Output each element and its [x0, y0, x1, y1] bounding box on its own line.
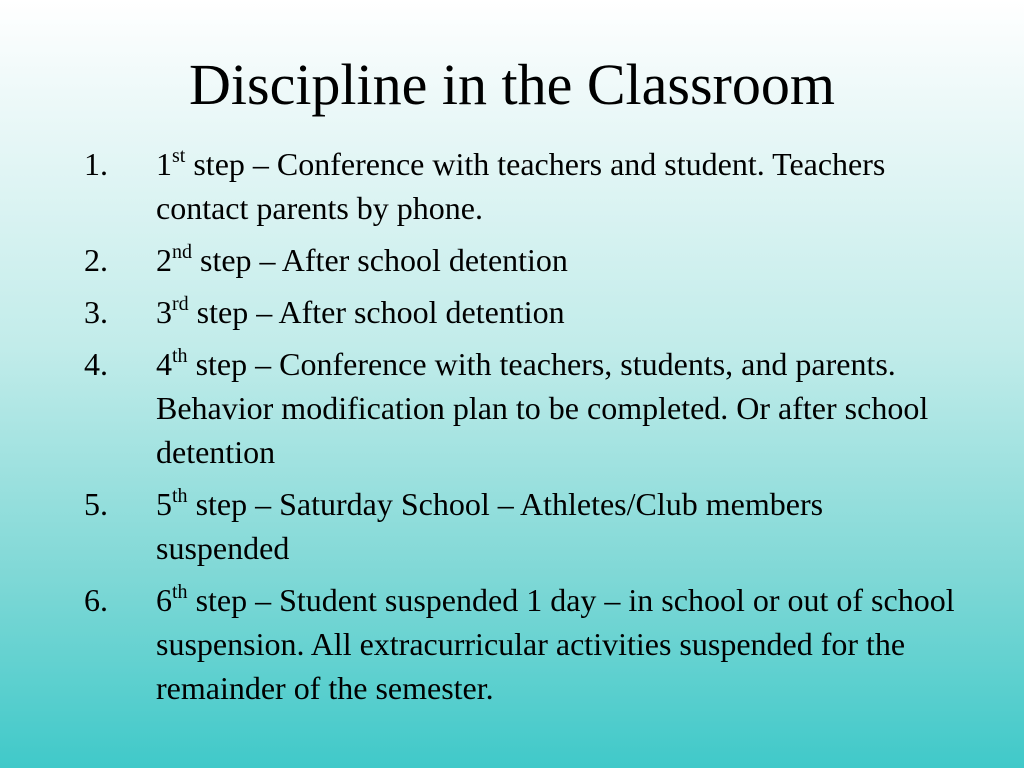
- step-description: step – Student suspended 1 day – in school or out of school suspension. All extracurricular activities suspended for the remainder of the semester.: [156, 582, 955, 706]
- ordinal-suffix: nd: [172, 241, 192, 263]
- step-description: step – Conference with teachers, students, and parents. Behavior modification plan to be completed. Or after school detention: [156, 346, 929, 470]
- step-description: step – Conference with teachers and student. Teachers contact parents by phone.: [156, 146, 886, 226]
- list-item: [84, 290, 964, 334]
- list-number: 3.: [84, 294, 108, 330]
- discipline-steps-list: [84, 142, 964, 718]
- list-number: 6.: [84, 582, 108, 618]
- list-number: 1.: [84, 146, 108, 182]
- list-text: [156, 142, 964, 230]
- step-description: step – After school detention: [188, 294, 565, 330]
- step-ordinal: 3: [156, 294, 172, 330]
- list-text: [156, 342, 964, 474]
- ordinal-suffix: th: [172, 345, 188, 367]
- list-number: 5.: [84, 486, 108, 522]
- list-item: [84, 142, 964, 230]
- list-item: [84, 342, 964, 474]
- step-description: step – After school detention: [192, 242, 568, 278]
- ordinal-suffix: th: [172, 485, 188, 507]
- slide-title: Discipline in the Classroom: [189, 52, 835, 117]
- list-text: [156, 482, 964, 570]
- list-text: [156, 290, 964, 334]
- list-text: [156, 238, 964, 282]
- ordinal-suffix: st: [172, 145, 186, 167]
- ordinal-suffix: rd: [172, 293, 189, 315]
- step-ordinal: 4: [156, 346, 172, 382]
- ordinal-suffix: th: [172, 581, 188, 603]
- list-number: 2.: [84, 242, 108, 278]
- list-item: [84, 482, 964, 570]
- step-ordinal: 1: [156, 146, 172, 182]
- step-ordinal: 5: [156, 486, 172, 522]
- list-text: [156, 578, 964, 710]
- step-ordinal: 2: [156, 242, 172, 278]
- list-item: [84, 578, 964, 710]
- list-item: [84, 238, 964, 282]
- step-description: step – Saturday School – Athletes/Club members suspended: [156, 486, 824, 566]
- list-number: 4.: [84, 346, 108, 382]
- step-ordinal: 6: [156, 582, 172, 618]
